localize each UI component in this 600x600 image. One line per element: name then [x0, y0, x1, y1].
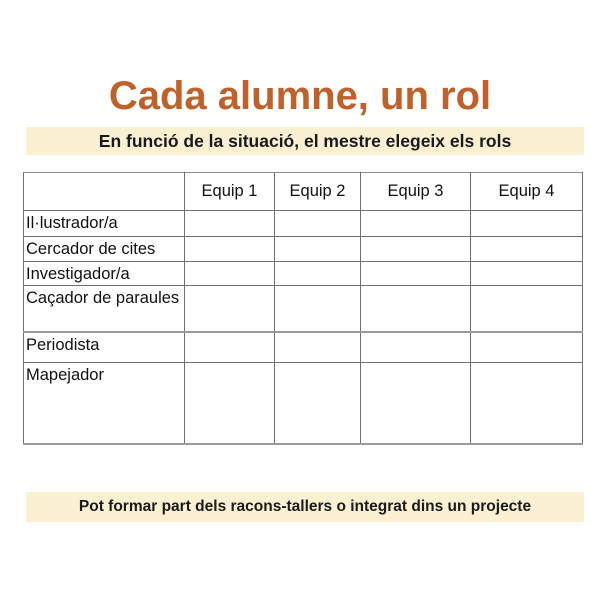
- empty-cell: [275, 363, 361, 444]
- empty-cell: [471, 211, 583, 237]
- subtitle-banner: [26, 127, 584, 155]
- empty-cell: [275, 262, 361, 286]
- table-row-cacador: [24, 286, 583, 332]
- empty-cell: [361, 211, 471, 237]
- empty-cell: [471, 363, 583, 444]
- page-title: Cada alumne, un rol: [108, 74, 492, 118]
- empty-cell: [361, 363, 471, 444]
- roles-table: [23, 172, 583, 445]
- empty-cell: [185, 237, 275, 262]
- col-header-equip-2: Equip 2: [275, 173, 361, 211]
- footer-banner: [26, 492, 584, 522]
- table-header-row: [24, 173, 583, 211]
- empty-cell: [185, 211, 275, 237]
- empty-cell: [471, 332, 583, 363]
- empty-cell: [361, 237, 471, 262]
- empty-cell: [275, 332, 361, 363]
- empty-cell: [185, 363, 275, 444]
- col-header-equip-1: Equip 1: [185, 173, 275, 211]
- corner-cell: [24, 173, 185, 211]
- empty-cell: [185, 332, 275, 363]
- empty-cell: [185, 262, 275, 286]
- footer-text: Pot formar part dels racons-tallers o integrat dins un projecte: [78, 498, 532, 515]
- row-label: Caçador de paraules: [24, 286, 185, 332]
- table-row-illustrador: [24, 211, 583, 237]
- row-label: Investigador/a: [24, 262, 185, 286]
- table-row-periodista: [24, 332, 583, 363]
- row-label: Mapejador: [24, 363, 185, 444]
- empty-cell: [471, 237, 583, 262]
- table-row-mapejador: [24, 363, 583, 444]
- empty-cell: [471, 262, 583, 286]
- empty-cell: [185, 286, 275, 332]
- empty-cell: [361, 286, 471, 332]
- empty-cell: [275, 237, 361, 262]
- table-row-investigador: [24, 262, 583, 286]
- empty-cell: [471, 286, 583, 332]
- empty-cell: [361, 332, 471, 363]
- row-label: Periodista: [24, 332, 185, 363]
- row-label: Il·lustrador/a: [24, 211, 185, 237]
- col-header-equip-4: Equip 4: [471, 173, 583, 211]
- table-row-cercador: [24, 237, 583, 262]
- col-header-equip-3: Equip 3: [361, 173, 471, 211]
- empty-cell: [275, 211, 361, 237]
- subtitle-text: En funció de la situació, el mestre elegeix els rols: [98, 130, 512, 151]
- empty-cell: [275, 286, 361, 332]
- row-label: Cercador de cites: [24, 237, 185, 262]
- empty-cell: [361, 262, 471, 286]
